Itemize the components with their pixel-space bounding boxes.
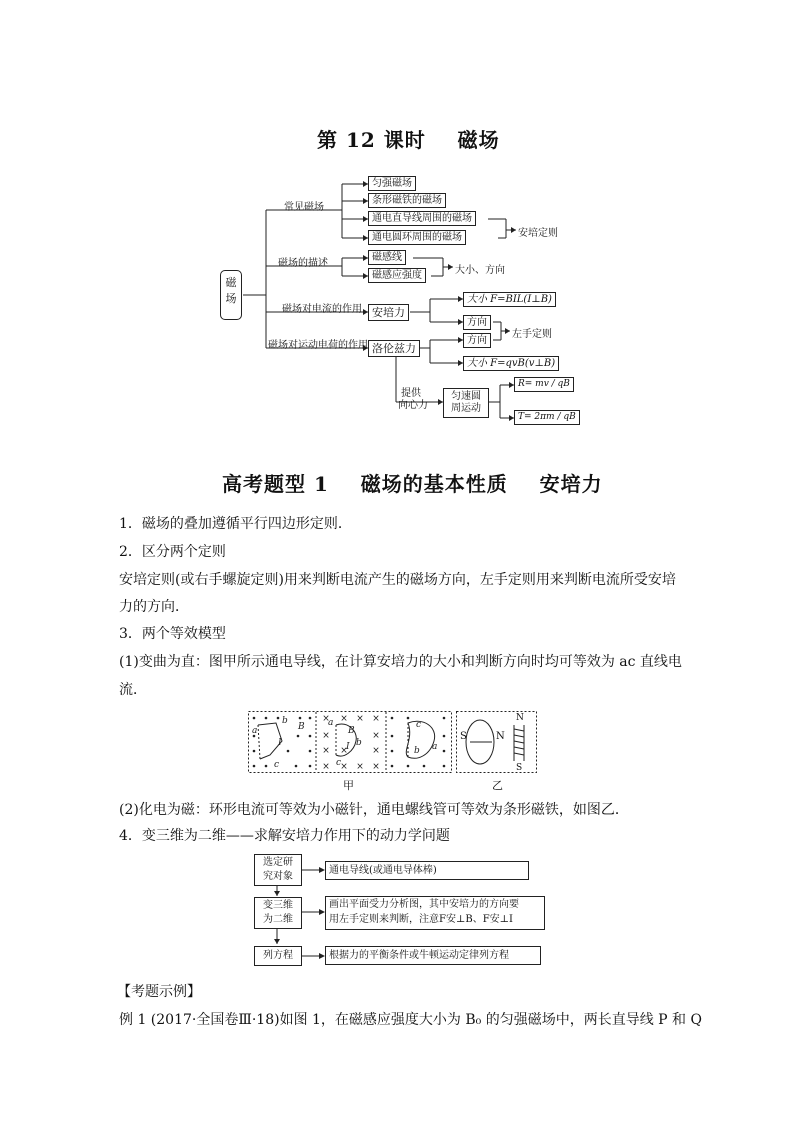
flow-step-2-line1: 变三维 <box>263 900 293 911</box>
svg-text:B: B <box>298 722 305 732</box>
ampere-size-box: 大小 F=BIL(I⊥B) <box>463 292 556 307</box>
map-root <box>220 270 242 320</box>
describe-item-2: 磁感应强度 <box>368 268 426 283</box>
lorentz-size-box: 大小 F=qvB(v⊥B) <box>463 356 559 371</box>
svg-text:b: b <box>356 738 362 748</box>
svg-text:I: I <box>346 742 350 752</box>
svg-text:a: a <box>252 726 258 736</box>
period-formula: T= 2πm / qB <box>514 410 580 425</box>
section-title: 高考题型 1 磁场的基本性质 安培力 <box>222 472 603 496</box>
svg-text:B: B <box>348 726 355 736</box>
branch-current: 磁场对电流的作用 <box>282 304 362 315</box>
svg-text:×: × <box>340 762 348 772</box>
svg-text:c: c <box>274 760 280 770</box>
common-item-4: 通电圆环周围的磁场 <box>368 230 466 245</box>
svg-text:×: × <box>372 762 380 772</box>
radius-formula: R= mv / qB <box>514 377 574 392</box>
chapter-title: 第 12 课时 磁场 <box>317 128 500 152</box>
map-root-label: 磁场 <box>225 276 237 305</box>
svg-text:×: × <box>372 731 380 741</box>
figure-label-yi: 乙 <box>492 779 503 792</box>
ampere-rule-label: 安培定则 <box>518 228 558 239</box>
uniform-circle-line2: 周运动 <box>451 403 481 414</box>
solenoid-s-label: S <box>516 763 523 773</box>
example-header: 【考题示例】 <box>117 984 201 1000</box>
lorentz-box: 洛伦兹力 <box>368 340 420 357</box>
direction-box-1: 方向 <box>463 315 491 330</box>
figure-label-jia: 甲 <box>343 779 354 792</box>
common-item-2: 条形磁铁的磁场 <box>368 193 446 208</box>
flow-step-2-box <box>254 897 302 929</box>
flow-step-2-line2: 为二维 <box>263 914 293 925</box>
svg-text:×: × <box>340 714 348 724</box>
flow-step-1-box <box>254 854 302 886</box>
point-1: 1．磁场的叠加遵循平行四边形定则． <box>119 516 352 532</box>
svg-text:a: a <box>328 718 334 728</box>
svg-text:×: × <box>322 714 330 724</box>
flow-step-3-box: 列方程 <box>254 946 302 966</box>
flow-step-2-desc <box>325 896 545 930</box>
flow-step-1-desc: 通电导线(或通电导体棒) <box>325 861 529 880</box>
point-3: 3．两个等效模型 <box>119 626 226 642</box>
common-item-3: 通电直导线周围的磁场 <box>368 211 476 226</box>
magnitude-direction-label: 大小、方向 <box>455 265 505 276</box>
svg-text:×: × <box>322 731 330 741</box>
common-item-1: 匀强磁场 <box>368 176 416 191</box>
provide-label: 提供 <box>401 388 421 399</box>
flow-step-1-line2: 究对象 <box>263 871 293 882</box>
svg-text:×: × <box>372 714 380 724</box>
svg-text:a: a <box>432 742 438 752</box>
uniform-circle-box <box>443 388 489 418</box>
flow-step-1-line1: 选定研 <box>263 857 293 868</box>
solenoid-n-label: N <box>516 713 524 723</box>
flow-step-2-desc-line2: 用左手定则来判断，注意F安⊥B、F安⊥I <box>329 914 513 925</box>
svg-text:×: × <box>322 762 330 772</box>
flow-step-3-desc: 根据力的平衡条件或牛顿运动定律列方程 <box>325 946 541 965</box>
left-rule-label: 左手定则 <box>512 329 552 340</box>
point-3-1-line1: (1)变曲为直：图甲所示通电导线，在计算安培力的大小和判断方向时均可等效为 ac 直线电 <box>119 654 682 670</box>
svg-text:b: b <box>414 746 420 756</box>
branch-common: 常见磁场 <box>284 202 324 213</box>
equivalent-model-figure <box>248 711 538 793</box>
direction-box-2: 方向 <box>463 333 491 348</box>
svg-text:×: × <box>340 746 348 756</box>
concept-map <box>218 170 598 432</box>
point-2-line1: 安培定则(或右手螺旋定则)用来判断电流产生的磁场方向，左手定则用来判断电流所受安培 <box>119 572 676 588</box>
svg-text:I: I <box>278 738 282 748</box>
flow-chart <box>254 854 544 970</box>
centripetal-label: 向心力 <box>398 400 428 411</box>
example-text: 例 1 (2017·全国卷Ⅲ·18)如图 1，在磁感应强度大小为 B₀ 的匀强磁场中，两长直导线 P 和 Q <box>119 1012 702 1028</box>
flow-step-2-desc-line1: 画出平面受力分析图，其中安培力的方向要 <box>329 899 519 910</box>
uniform-circle-line1: 匀速圆 <box>451 391 481 402</box>
svg-text:×: × <box>356 762 364 772</box>
branch-describe: 磁场的描述 <box>278 258 328 269</box>
point-2-line2: 力的方向． <box>119 599 189 615</box>
describe-item-1: 磁感线 <box>368 250 406 265</box>
svg-text:c: c <box>336 758 342 768</box>
pole-s-label: S <box>460 731 467 742</box>
svg-text:×: × <box>356 714 364 724</box>
pole-n-label: N <box>496 731 505 742</box>
svg-text:×: × <box>372 746 380 756</box>
point-2: 2．区分两个定则 <box>119 544 226 560</box>
svg-text:c: c <box>416 720 422 730</box>
point-4: 4．变三维为二维——求解安培力作用下的动力学问题 <box>119 828 450 844</box>
svg-text:b: b <box>282 716 288 726</box>
point-3-1-line2: 流． <box>119 682 147 698</box>
ampere-force-box: 安培力 <box>368 304 409 321</box>
branch-moving: 磁场对运动电荷的作用 <box>268 340 368 351</box>
svg-text:×: × <box>322 746 330 756</box>
point-3-2: (2)化电为磁：环形电流可等效为小磁针，通电螺线管可等效为条形磁铁，如图乙． <box>119 802 629 818</box>
